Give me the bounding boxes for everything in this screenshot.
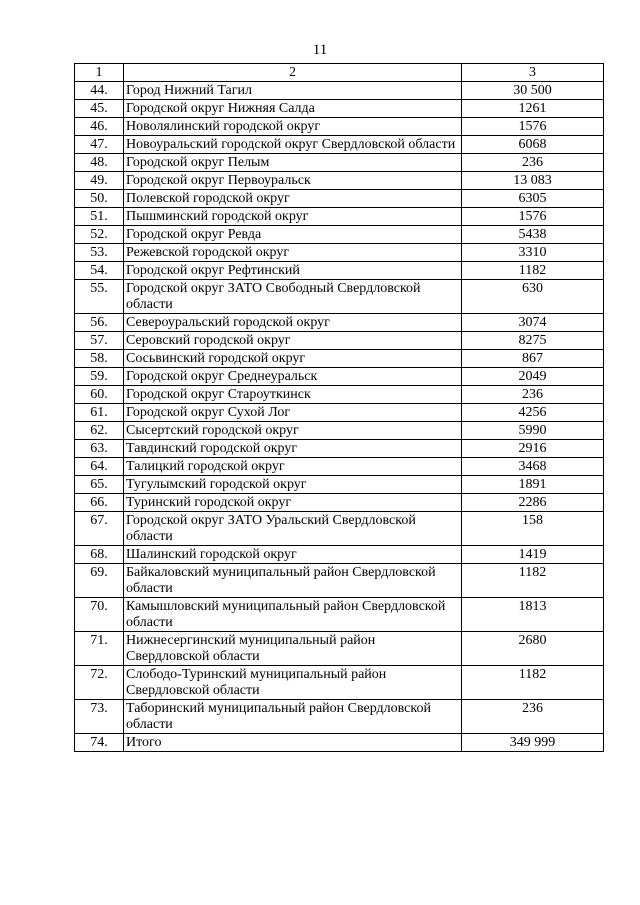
row-number: 70. <box>75 598 124 632</box>
allocation-value: 1891 <box>462 476 604 494</box>
allocation-value: 3310 <box>462 244 604 262</box>
table-row <box>75 208 604 226</box>
municipality-name: Шалинский городской округ <box>124 546 462 564</box>
allocation-value: 30 500 <box>462 82 604 100</box>
table-row <box>75 440 604 458</box>
municipality-name: Новоуральский городской округ Свердловской области <box>124 136 462 154</box>
municipality-name: Режевской городской округ <box>124 244 462 262</box>
table-row <box>75 632 604 666</box>
municipality-name: Новолялинский городской округ <box>124 118 462 136</box>
column-header-value: 3 <box>462 64 604 82</box>
row-number: 60. <box>75 386 124 404</box>
table-row <box>75 494 604 512</box>
row-number: 47. <box>75 136 124 154</box>
municipality-name: Городской округ Пелым <box>124 154 462 172</box>
table-row <box>75 136 604 154</box>
table-row <box>75 154 604 172</box>
row-number: 45. <box>75 100 124 118</box>
allocation-value: 1576 <box>462 118 604 136</box>
allocation-value: 2680 <box>462 632 604 666</box>
table-row <box>75 262 604 280</box>
municipality-name: Город Нижний Тагил <box>124 82 462 100</box>
table-row <box>75 226 604 244</box>
table-row <box>75 666 604 700</box>
municipality-name: Байкаловский муниципальный район Свердловской области <box>124 564 462 598</box>
municipality-name: Городской округ Ревда <box>124 226 462 244</box>
row-number: 73. <box>75 700 124 734</box>
row-number: 72. <box>75 666 124 700</box>
allocation-value: 630 <box>462 280 604 314</box>
municipality-name: Городской округ Среднеуральск <box>124 368 462 386</box>
allocation-value: 6068 <box>462 136 604 154</box>
municipality-name: Нижнесергинский муниципальный район Свердловской области <box>124 632 462 666</box>
municipality-name: Серовский городской округ <box>124 332 462 350</box>
municipality-name: Талицкий городской округ <box>124 458 462 476</box>
allocation-value: 5438 <box>462 226 604 244</box>
column-header-name: 2 <box>124 64 462 82</box>
allocation-value: 6305 <box>462 190 604 208</box>
municipality-name: Пышминский городской округ <box>124 208 462 226</box>
row-number: 71. <box>75 632 124 666</box>
table-row <box>75 598 604 632</box>
row-number: 69. <box>75 564 124 598</box>
allocation-value: 236 <box>462 386 604 404</box>
row-number: 74. <box>75 734 124 752</box>
municipality-name: Сосьвинский городской округ <box>124 350 462 368</box>
allocation-value: 2049 <box>462 368 604 386</box>
table-body <box>75 82 604 752</box>
table-row <box>75 100 604 118</box>
allocation-value: 349 999 <box>462 734 604 752</box>
table-row <box>75 734 604 752</box>
table-row <box>75 564 604 598</box>
municipality-name: Итого <box>124 734 462 752</box>
row-number: 46. <box>75 118 124 136</box>
table-row <box>75 244 604 262</box>
data-table <box>74 63 604 752</box>
allocation-value: 1261 <box>462 100 604 118</box>
municipality-name: Тавдинский городской округ <box>124 440 462 458</box>
row-number: 53. <box>75 244 124 262</box>
allocation-value: 8275 <box>462 332 604 350</box>
row-number: 68. <box>75 546 124 564</box>
allocation-value: 3074 <box>462 314 604 332</box>
allocation-value: 236 <box>462 154 604 172</box>
page-number: 11 <box>312 42 328 58</box>
allocation-value: 1182 <box>462 262 604 280</box>
allocation-value: 236 <box>462 700 604 734</box>
table-row <box>75 422 604 440</box>
table-row <box>75 546 604 564</box>
allocation-value: 4256 <box>462 404 604 422</box>
column-header-number: 1 <box>75 64 124 82</box>
municipality-name: Городской округ Староуткинск <box>124 386 462 404</box>
row-number: 56. <box>75 314 124 332</box>
allocation-value: 1419 <box>462 546 604 564</box>
allocation-value: 1182 <box>462 666 604 700</box>
municipality-name: Туринский городской округ <box>124 494 462 512</box>
row-number: 67. <box>75 512 124 546</box>
row-number: 64. <box>75 458 124 476</box>
allocation-value: 3468 <box>462 458 604 476</box>
table-row <box>75 350 604 368</box>
row-number: 44. <box>75 82 124 100</box>
table-row <box>75 172 604 190</box>
municipality-name: Городской округ Нижняя Салда <box>124 100 462 118</box>
row-number: 65. <box>75 476 124 494</box>
municipality-name: Городской округ Первоуральск <box>124 172 462 190</box>
municipality-name: Городской округ ЗАТО Уральский Свердловской области <box>124 512 462 546</box>
municipality-name: Североуральский городской округ <box>124 314 462 332</box>
municipality-name: Слободо-Туринский муниципальный район Свердловской области <box>124 666 462 700</box>
allocation-value: 1576 <box>462 208 604 226</box>
row-number: 57. <box>75 332 124 350</box>
allocation-value: 1182 <box>462 564 604 598</box>
row-number: 48. <box>75 154 124 172</box>
row-number: 58. <box>75 350 124 368</box>
row-number: 59. <box>75 368 124 386</box>
row-number: 50. <box>75 190 124 208</box>
municipality-name: Городской округ Сухой Лог <box>124 404 462 422</box>
municipality-name: Полевской городской округ <box>124 190 462 208</box>
table-row <box>75 458 604 476</box>
allocation-value: 158 <box>462 512 604 546</box>
table-row <box>75 700 604 734</box>
row-number: 63. <box>75 440 124 458</box>
allocation-value: 13 083 <box>462 172 604 190</box>
table-row <box>75 82 604 100</box>
row-number: 51. <box>75 208 124 226</box>
municipality-name: Камышловский муниципальный район Свердловской области <box>124 598 462 632</box>
allocation-value: 867 <box>462 350 604 368</box>
allocation-value: 5990 <box>462 422 604 440</box>
row-number: 66. <box>75 494 124 512</box>
row-number: 49. <box>75 172 124 190</box>
allocation-value: 2916 <box>462 440 604 458</box>
table-row <box>75 368 604 386</box>
row-number: 62. <box>75 422 124 440</box>
table-row <box>75 118 604 136</box>
table-row <box>75 190 604 208</box>
row-number: 55. <box>75 280 124 314</box>
municipality-name: Таборинский муниципальный район Свердловской области <box>124 700 462 734</box>
allocation-value: 2286 <box>462 494 604 512</box>
table-row <box>75 512 604 546</box>
municipality-name: Городской округ Рефтинский <box>124 262 462 280</box>
table-row <box>75 386 604 404</box>
municipality-name: Городской округ ЗАТО Свободный Свердловской области <box>124 280 462 314</box>
table-row <box>75 476 604 494</box>
table-row <box>75 280 604 314</box>
row-number: 61. <box>75 404 124 422</box>
municipality-name: Тугулымский городской округ <box>124 476 462 494</box>
table-row <box>75 332 604 350</box>
table-header-row <box>75 64 604 82</box>
allocation-value: 1813 <box>462 598 604 632</box>
row-number: 52. <box>75 226 124 244</box>
row-number: 54. <box>75 262 124 280</box>
table-row <box>75 404 604 422</box>
table-row <box>75 314 604 332</box>
municipality-name: Сысертский городской округ <box>124 422 462 440</box>
